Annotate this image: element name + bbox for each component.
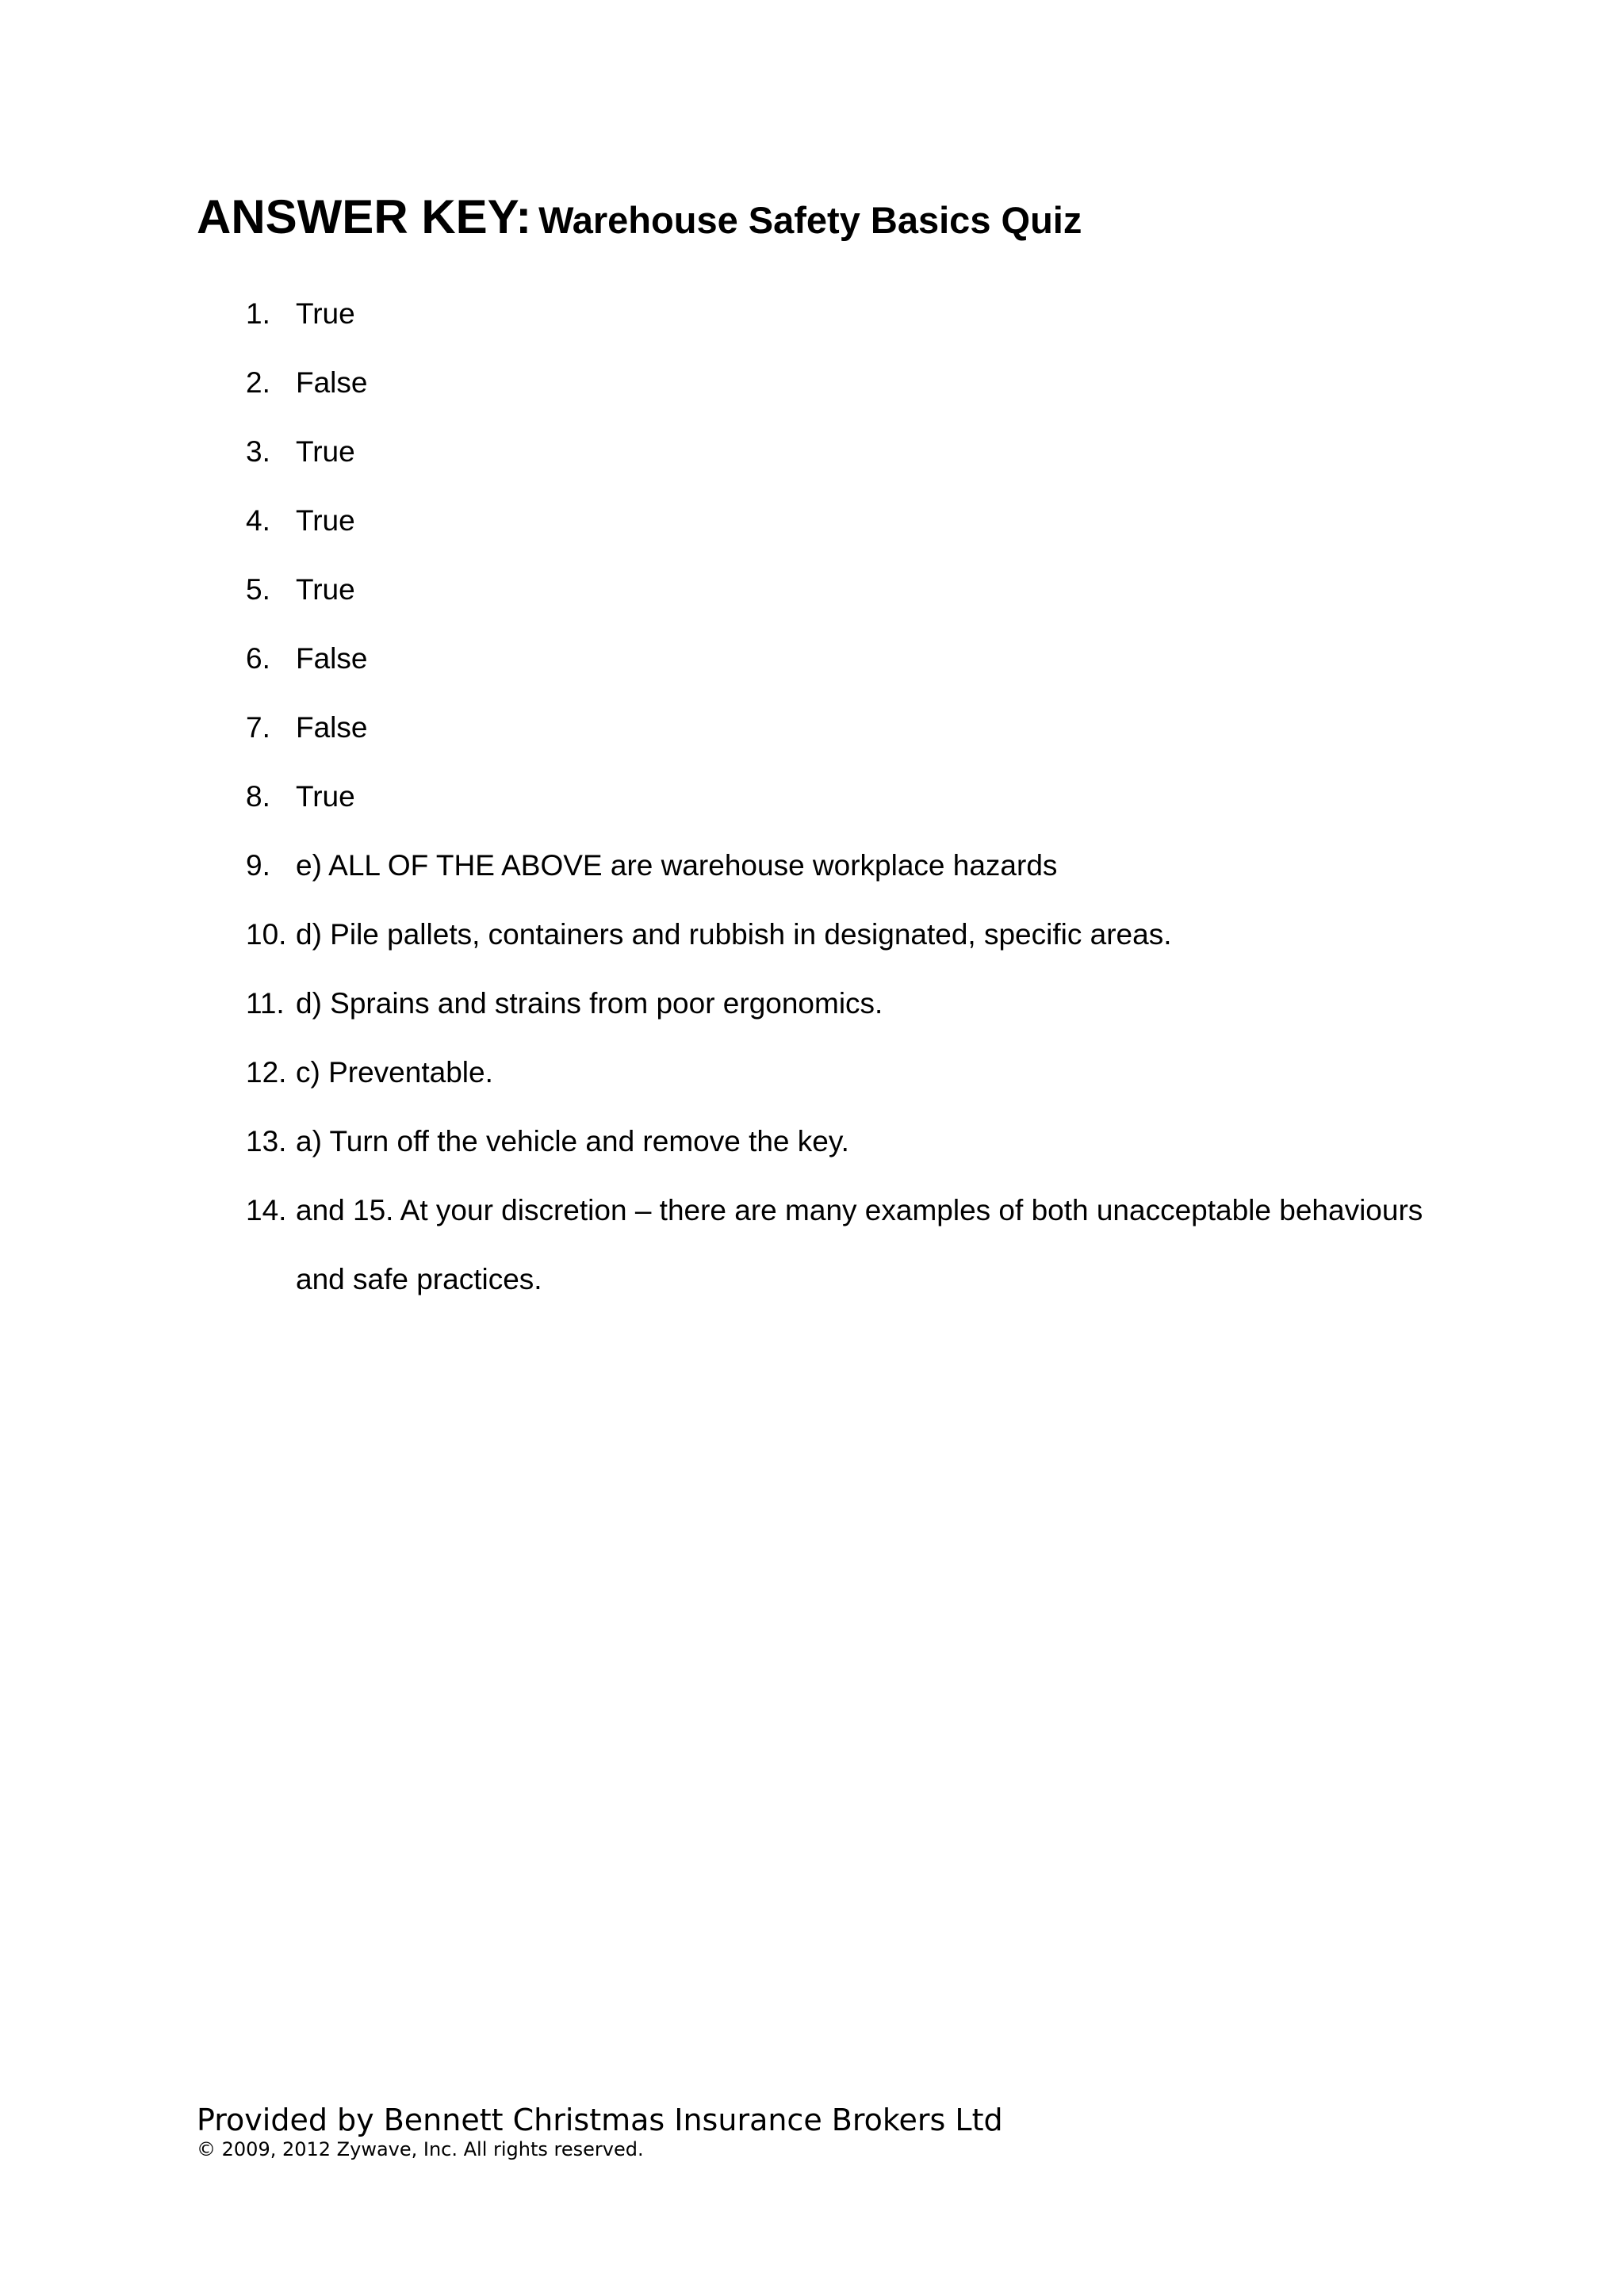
answer-number: 3. bbox=[246, 435, 270, 468]
answer-number: 2. bbox=[246, 366, 270, 399]
answer-item bbox=[246, 427, 1475, 496]
answer-item bbox=[246, 634, 1475, 703]
answer-number: 11. bbox=[246, 987, 285, 1020]
answer-item bbox=[246, 772, 1475, 841]
answer-text: True bbox=[296, 297, 355, 330]
answer-text: False bbox=[296, 642, 368, 675]
answer-item bbox=[246, 703, 1475, 772]
answer-text: True bbox=[296, 573, 355, 606]
answer-number: 6. bbox=[246, 642, 270, 675]
answer-text: True bbox=[296, 435, 355, 468]
answer-number: 12. bbox=[246, 1056, 287, 1089]
title-main: ANSWER KEY: bbox=[197, 190, 532, 243]
title-subtitle: Warehouse Safety Basics Quiz bbox=[538, 199, 1082, 241]
provided-by-text: Provided by Bennett Christmas Insurance Brokers Ltd bbox=[197, 2103, 1003, 2137]
answer-item bbox=[246, 358, 1475, 427]
answer-item bbox=[246, 841, 1475, 910]
answer-number: 10. bbox=[246, 918, 287, 951]
answer-item bbox=[246, 289, 1475, 358]
answer-number: 9. bbox=[246, 849, 270, 882]
answer-number: 8. bbox=[246, 780, 270, 813]
copyright-text: © 2009, 2012 Zywave, Inc. All rights reserved. bbox=[197, 2138, 644, 2160]
answer-text: a) Turn off the vehicle and remove the key. bbox=[296, 1125, 849, 1158]
footer bbox=[197, 2103, 1003, 2161]
answer-text: e) ALL OF THE ABOVE are warehouse workplace hazards bbox=[296, 849, 1058, 882]
answer-number: 13. bbox=[246, 1125, 287, 1158]
answer-text: False bbox=[296, 366, 368, 399]
answer-text: True bbox=[296, 780, 355, 813]
answer-number: 1. bbox=[246, 297, 270, 330]
answer-number: 4. bbox=[246, 504, 270, 537]
answer-text: c) Preventable. bbox=[296, 1056, 493, 1089]
answer-item bbox=[246, 496, 1475, 565]
answer-text: False bbox=[296, 711, 368, 744]
answer-item bbox=[246, 979, 1475, 1048]
answer-item bbox=[246, 1186, 1475, 1314]
answer-item bbox=[246, 1048, 1475, 1117]
page-title bbox=[197, 190, 1082, 243]
answer-list bbox=[246, 289, 1475, 1314]
answer-number: 14. bbox=[246, 1194, 287, 1226]
answer-text: and 15. At your discretion – there are many examples of both unacceptable behaviours and safe practices. bbox=[296, 1194, 1423, 1295]
answer-number: 7. bbox=[246, 711, 270, 744]
answer-item bbox=[246, 565, 1475, 634]
answer-text: True bbox=[296, 504, 355, 537]
answer-text: d) Sprains and strains from poor ergonomics. bbox=[296, 987, 883, 1020]
answer-text: d) Pile pallets, containers and rubbish in designated, specific areas. bbox=[296, 918, 1172, 951]
answer-number: 5. bbox=[246, 573, 270, 606]
answer-item bbox=[246, 910, 1475, 979]
